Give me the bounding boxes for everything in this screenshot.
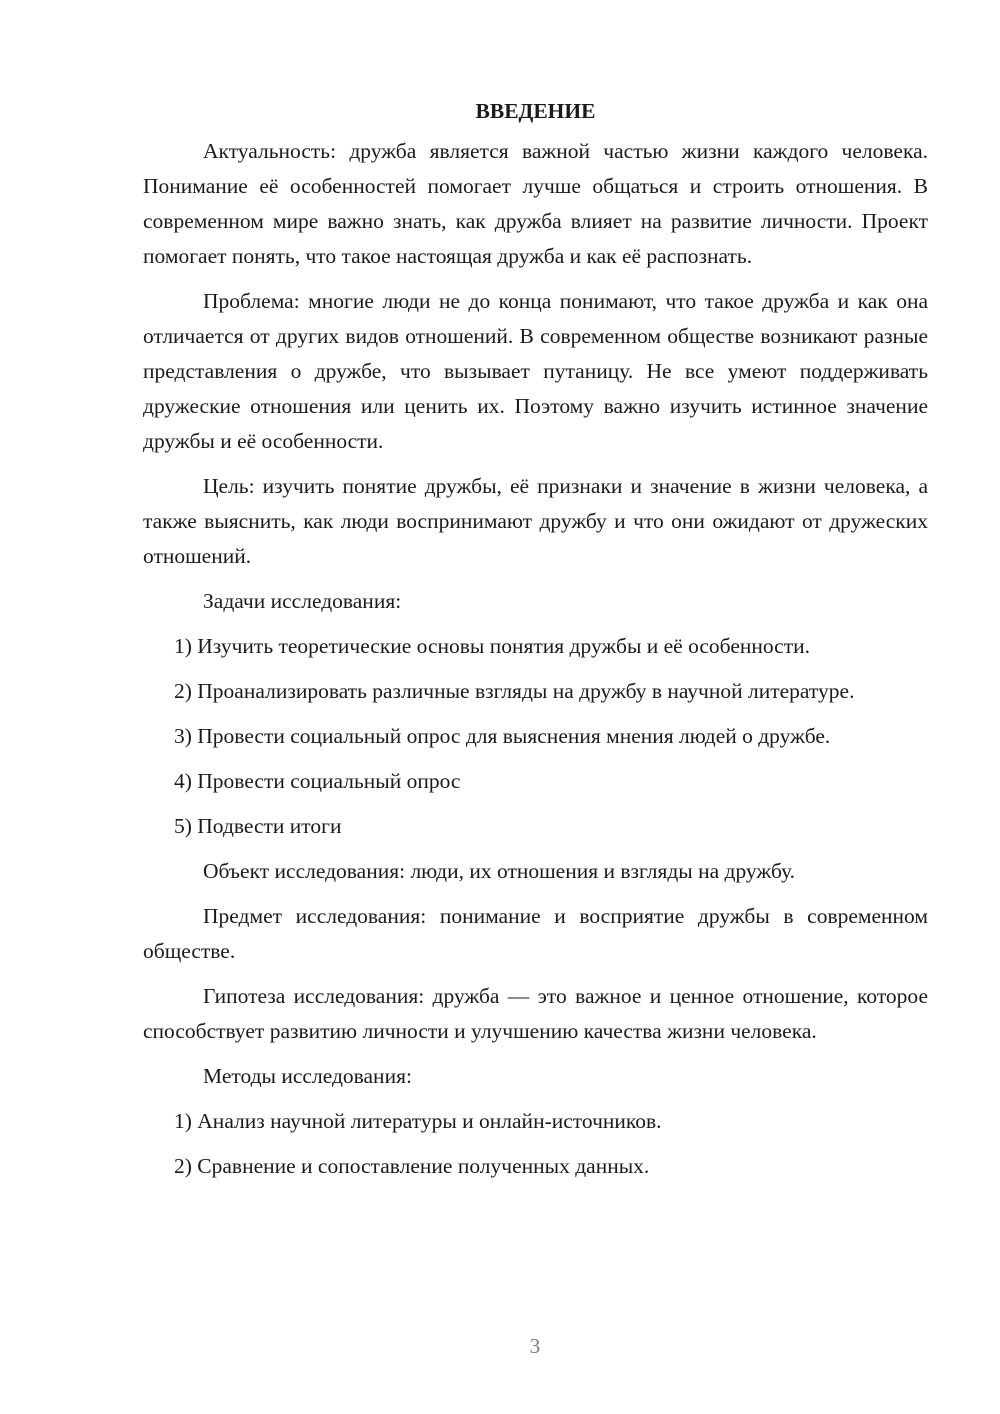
task-item-3: 3) Провести социальный опрос для выяснения мнения людей о дружбе. [174,724,831,748]
relevance-paragraph: Актуальность: дружба является важной частью жизни каждого человека. Понимание её особенностей помогает лучше общаться и строить отношения. В современном мире важно знать, как дружба влияет на развитие личности. Проект помогает понять, что такое настоящая дружба и как её распознать. [143,139,928,268]
methods-heading: Методы исследования: [203,1064,412,1088]
method-item-1: 1) Анализ научной литературы и онлайн-источников. [174,1109,662,1133]
subject-paragraph: Предмет исследования: понимание и восприятие дружбы в современном обществе. [143,904,928,963]
tasks-heading: Задачи исследования: [203,589,402,613]
task-item-2: 2) Проанализировать различные взгляды на дружбу в научной литературе. [174,679,855,703]
task-item-1: 1) Изучить теоретические основы понятия дружбы и её особенности. [174,634,810,658]
method-item-2: 2) Сравнение и сопоставление полученных данных. [174,1154,650,1178]
page-number: 3 [529,1334,541,1358]
page-title: ВВЕДЕНИЕ [475,99,596,123]
hypothesis-paragraph: Гипотеза исследования: дружба — это важное и ценное отношение, которое способствует развитию личности и улучшению качества жизни человека. [143,984,928,1043]
document-page [143,98,928,1194]
problem-paragraph: Проблема: многие люди не до конца понимают, что такое дружба и как она отличается от других видов отношений. В современном обществе возникают разные представления о дружбе, что вызывает путаницу. Не все умеют поддерживать дружеские отношения или ценить их. Поэтому важно изучить истинное значение дружбы и её особенности. [143,289,928,453]
task-item-5: 5) Подвести итоги [174,814,342,838]
object-paragraph: Объект исследования: люди, их отношения и взгляды на дружбу. [203,859,796,883]
goal-paragraph: Цель: изучить понятие дружбы, её признаки и значение в жизни человека, а также выяснить, как люди воспринимают дружбу и что они ожидают от дружеских отношений. [143,474,928,568]
task-item-4: 4) Провести социальный опрос [174,769,461,793]
